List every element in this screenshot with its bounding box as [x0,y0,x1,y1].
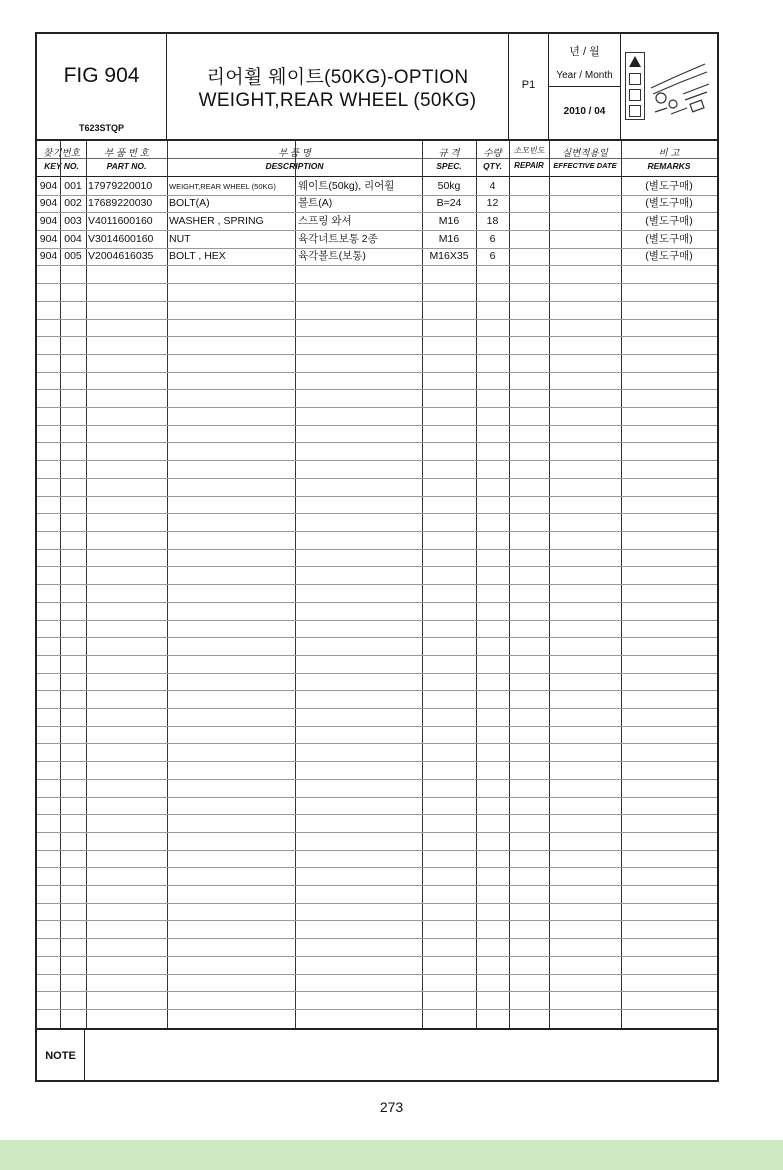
col-qty-ko: 수량 [483,148,502,159]
col-desc-en: DESCRIPTION [265,161,324,171]
grid-row-line [37,938,717,939]
grid-row-line [37,814,717,815]
col-part [86,141,167,175]
row-part: 17689220030 [88,197,153,209]
parts-sheet [35,32,719,1082]
col-key [37,141,86,175]
row-spec: M16 [438,215,460,227]
grid-row-line [37,478,717,479]
col-spec [422,141,476,175]
row-fig: 904 [39,233,58,245]
grid-row-line [37,407,717,408]
col-effective-en: EFFECTIVE DATE [553,161,617,170]
grid-row-line [37,442,717,443]
row-desc-ko: 육각너트보통 2종 [298,233,378,245]
grid-row-line [37,885,717,886]
col-remarks [621,141,717,175]
row-part: 17979220010 [88,180,153,192]
grid-row-line [37,1009,717,1010]
logo-cell [621,34,717,139]
grid-row-line [37,319,717,320]
row-remarks: (별도구매) [645,233,693,245]
grid-row-line [37,301,717,302]
row-fig: 904 [39,180,58,192]
row-part: V2004616035 [88,250,154,262]
title-english: WEIGHT,REAR WHEEL (50KG) [198,90,477,111]
grid-row-line [37,761,717,762]
date-label-korean: 년 / 월 [569,46,600,58]
row-desc-en: WEIGHT,REAR WHEEL (50KG) [169,182,276,191]
row-desc-ko: 볼트(A) [298,197,333,209]
grid-row-line [37,708,717,709]
column-header [37,141,717,177]
col-remarks-en: REMARKS [647,161,691,171]
row-spec: B=24 [436,197,462,209]
col-remarks-ko: 비 고 [658,148,680,159]
grid-row-line [37,566,717,567]
col-key-en: KEY NO. [44,161,79,171]
date-divider [549,86,620,87]
grid-row-line [37,389,717,390]
grid-row-line [37,743,717,744]
grid-row-line [37,460,717,461]
row-qty: 6 [489,233,496,245]
grid-row-line [37,584,717,585]
page-number: 273 [379,1099,404,1115]
row-qty: 4 [489,180,496,192]
row-qty: 18 [486,215,499,227]
grid-row-line [37,903,717,904]
grid-row-line [37,920,717,921]
row-fig: 904 [39,215,58,227]
row-desc-ko: 육각볼트(보통) [298,250,366,262]
safety-badge-icon [625,52,645,120]
col-effective-ko: 실변적용일 [562,148,608,159]
grid-row-line [37,549,717,550]
grid-row-line [37,531,717,532]
grid-row-line [37,797,717,798]
page-cell [509,34,549,139]
row-part: V3014600160 [88,233,154,245]
col-effective [549,141,621,175]
row-remarks: (별도구매) [645,250,693,262]
grid-row-line [37,283,717,284]
row-fig: 904 [39,250,58,262]
col-repair [509,141,549,175]
row-desc-en: BOLT , HEX [169,250,226,262]
row-fig: 904 [39,197,58,209]
grid-row-line [37,991,717,992]
fig-number: FIG 904 [63,64,140,87]
row-spec: M16X35 [429,250,469,262]
date-value: 2010 / 04 [563,106,606,117]
row-key: 003 [64,215,82,227]
row-desc-en: BOLT(A) [169,197,210,209]
row-part: V4011600160 [88,215,153,227]
row-remarks: (별도구매) [645,197,693,209]
row-remarks: (별도구매) [645,180,693,192]
row-desc-en: WASHER , SPRING [169,215,264,227]
grid-row-line [37,655,717,656]
grid-row-line [37,425,717,426]
date-cell [549,34,621,139]
col-repair-ko: 소모빈도 [513,146,545,155]
grid-row-line [37,354,717,355]
grid-row-line [37,832,717,833]
col-spec-ko: 규 격 [438,148,460,159]
col-part-en: PART NO. [106,161,147,171]
row-key: 004 [64,233,82,245]
row-desc-en: NUT [169,233,191,245]
row-qty: 12 [486,197,499,209]
row-key: 002 [64,197,82,209]
grid-row-line [37,867,717,868]
row-key: 001 [64,180,82,192]
grid-row-line [37,372,717,373]
row-key: 005 [64,250,82,262]
row-remarks: (별도구매) [645,215,693,227]
grid-row-line [37,726,717,727]
grid-row-line [37,673,717,674]
row-spec: M16 [438,233,460,245]
grid-row-line [37,637,717,638]
title-korean: 리어휠 웨이트(50KG)-OPTION [206,67,469,88]
grid-row-line [37,602,717,603]
note-section [37,1028,717,1080]
grid-row-line [37,850,717,851]
grid-row-line [37,336,717,337]
grid-row-line [37,690,717,691]
grid-row-line [37,265,717,266]
grid-row-line [37,620,717,621]
note-label: NOTE [37,1030,85,1082]
col-part-ko: 부 품 번 호 [104,148,149,159]
col-repair-en: REPAIR [514,161,544,170]
col-spec-en: SPEC. [436,161,462,171]
bottom-border-strip [0,1140,783,1170]
row-spec: 50kg [437,180,461,192]
parts-illustration-icon [647,54,713,120]
row-desc-ko: 스프링 와셔 [298,215,352,227]
fig-cell [37,34,167,139]
page-label: P1 [521,79,536,91]
model-code: T623STQP [78,123,125,133]
col-qty-en: QTY. [482,161,503,171]
grid-row-line [37,956,717,957]
grid-row-line [37,779,717,780]
sheet-header [37,34,717,141]
date-label-english: Year / Month [556,70,613,81]
grid-row-line [37,496,717,497]
grid-row-line [37,974,717,975]
title-cell [167,34,509,139]
row-desc-ko: 웨이트(50kg), 리어휠 [298,180,395,192]
row-qty: 6 [489,250,496,262]
col-desc-ko: 부 품 명 [278,148,311,159]
col-key-ko: 찾기번호 [43,148,80,159]
grid-row-line [37,513,717,514]
col-qty [476,141,509,175]
